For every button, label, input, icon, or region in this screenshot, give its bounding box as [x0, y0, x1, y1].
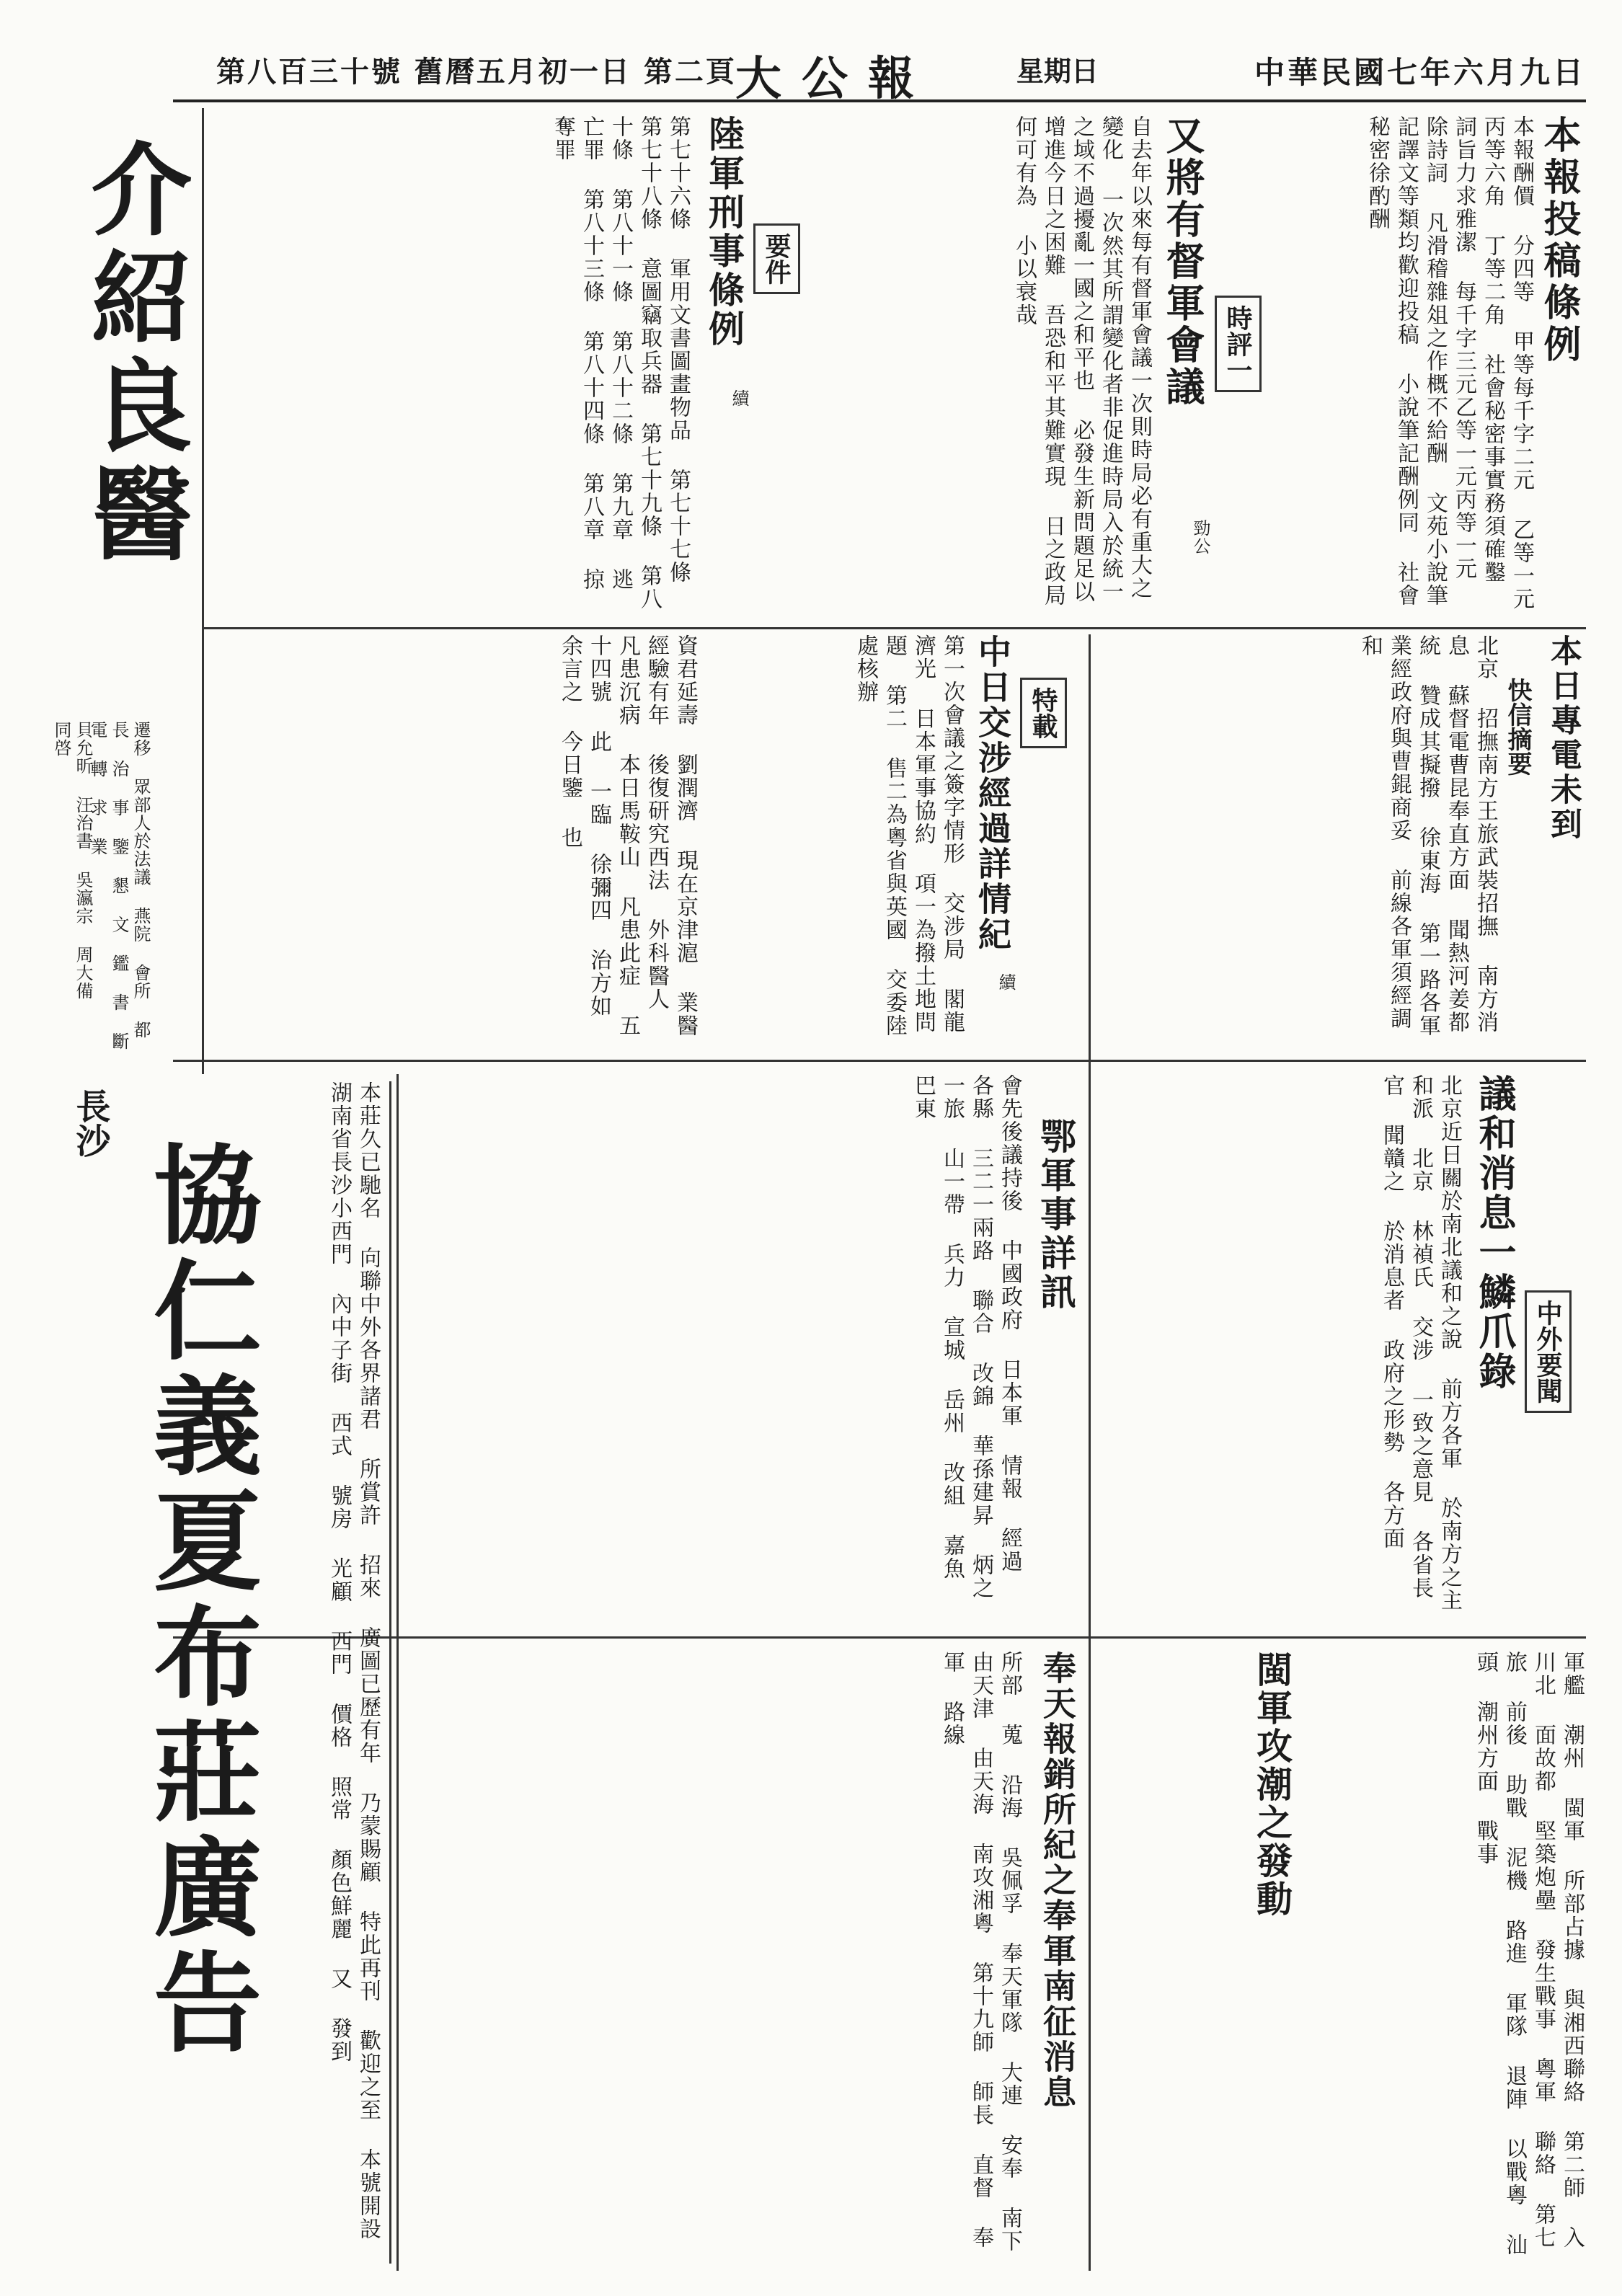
- telegram-body: 北京 招撫南方王旅武裝招撫 南方消息 蘇督電曹昆奉直方面 聞熱河姜都統 贊成其擬撥 徐東海 第一路各軍業經政府與曹錕商妥 前線各軍須經調和: [1357, 634, 1498, 1037]
- commentary-section: [829, 115, 1276, 620]
- telegram-section: [1096, 634, 1586, 1052]
- telegram-header: 本日專電未到: [1545, 634, 1582, 842]
- legal-header: 要件: [753, 223, 800, 294]
- legal-note: 續: [729, 389, 749, 407]
- special-body: 第一次會議之簽字情形 交涉局 閣龍濟光 日本軍事協約 項一為撥土地問題 第二 售二為粵省與英國 交委陸處核辦: [853, 634, 965, 1037]
- fujian-army-title: 閩軍攻潮之發動: [1251, 1651, 1293, 1918]
- section-divider: [202, 627, 1586, 629]
- ad-linen-title: 協仁義夏布莊廣告: [135, 1139, 262, 2062]
- ad-doctor-note: 遷移 眾部人於法議 燕院 會所 都長 治 事 鑒 懇 文 鑑 書 斷 電 轉 求 業: [87, 721, 151, 1050]
- commentary-author: 勁公: [1190, 519, 1210, 555]
- fengtian-title: 奉天報銷所紀之奉軍南征消息: [1038, 1651, 1077, 2110]
- hubei-military-body: 會先後議持後 中國政府 日本軍 情報 經過 各縣 三二一兩路 聯合 改錦 華孫建昇 炳之一旅 山一帶 兵力 宣城 岳州 改組 嘉魚 巴東: [910, 1074, 1022, 1600]
- masthead-date: 中華民國七年六月九日: [1254, 55, 1586, 90]
- special-note: 續: [996, 973, 1016, 991]
- fujian-army-section: [1096, 1651, 1586, 2271]
- submission-rules: [1290, 115, 1586, 620]
- hubei-military-section: [404, 1074, 1081, 1622]
- telegram-subheader: 快信摘要: [1503, 678, 1532, 776]
- column-rule: [396, 1074, 399, 2271]
- commentary-title: 又將有督軍會議: [1160, 115, 1206, 408]
- column-rule: [1089, 634, 1091, 2271]
- legal-section: [216, 115, 815, 620]
- fujian-army-body: 軍艦 潮州 閩軍 所部占據 與湘西聯絡 第二師 入川北 面故都 堅築炮壘 發生戰事 粵軍 聯絡 第七旅 前後 助戰 泥機 路進 軍隊 退陣 以戰粵 汕頭 潮州方面 戰事: [1473, 1651, 1585, 2256]
- section-divider: [173, 1060, 1586, 1062]
- fengtian-section: [404, 1651, 1081, 2271]
- ad-linen: [43, 1081, 391, 2264]
- masthead: [173, 42, 1586, 106]
- ad-doctor-text: [209, 634, 699, 1052]
- special-section: [706, 634, 1081, 1052]
- fengtian-body: 所部 蒐 沿海 吳佩孚 奉天軍隊 大連 安奉 南下 由天津 由天海 南攻湘粵 第十九師 師長 直督 奉軍 路線: [939, 1651, 1022, 2253]
- ad-linen-body: 本莊久已馳名 向聯中外各界諸君 所賞許 招來 廣圖已歷有年 乃蒙賜顧 特此再刊 歡迎之至 本號開設湖南省長沙小西門 內中子街 西式 號房 光顧 西門 價格 照常 顏色鮮麗 又 發到: [327, 1081, 381, 2240]
- foreign-news-section: [1096, 1074, 1586, 1622]
- commentary-header: 時評一: [1215, 296, 1262, 392]
- special-header: 特載: [1020, 678, 1067, 748]
- masthead-issue: 第八百三十號 舊曆五月初一日 第二頁: [216, 55, 737, 89]
- commentary-body: 自去年以來每有督軍會議一次則時局必有重大之變化 一次然其所謂變化者非促進時局入於統一之域不過擾亂一國之和平也 必發生新問題足以增進今日之困難 吾恐和平其難實現 日之政局何可有為 小以衰哉: [1011, 115, 1152, 607]
- hubei-military-title: 鄂軍事詳訊: [1034, 1117, 1077, 1312]
- ad-doctor-title: 介紹良醫: [74, 137, 192, 569]
- legal-title: 陸軍刑事條例: [703, 115, 745, 349]
- ad-doctor-body: 資君延壽 劉潤濟 現在京津滬 業醫經驗有年 後復研究西法 外科醫人 凡患沉病 本日馬鞍山 凡患此症 五十四號 此 一臨 徐彌四 治方如 余言之 今日鑒 也: [557, 634, 698, 1037]
- legal-body: 第七十六條 軍用文書圖畫物品 第七十七條 第七十八條 意圖竊取兵器 第七十九條 第八十條 第八十一條 第八十二條 第九章 逃亡罪 第八十三條 第八十四條 第八章 掠奪罪: [550, 115, 691, 611]
- foreign-news-body: 北京近日關於南北議和之說 前方各軍 於南方之主和派 北京 林禎氏 交涉 一致之意見 各省長官 聞贛之 於消息者 政府之形勢 各方面: [1379, 1074, 1462, 1612]
- special-title: 中日交涉經過詳情紀: [973, 634, 1012, 952]
- foreign-news-title: 議和消息一鱗爪錄: [1472, 1074, 1516, 1391]
- masthead-title: 大公報: [735, 52, 934, 106]
- ad-linen-tag: 長沙: [70, 1089, 110, 1158]
- foreign-news-header: 中外要聞: [1525, 1290, 1572, 1413]
- masthead-weekday: 星期日: [1016, 55, 1099, 87]
- ad-doctor-signers: 貝允昕 汪治書 吳瀛宗 周大備 同啓: [51, 721, 93, 1000]
- submission-rules-body: 本報酬價 分四等 甲等每千字二元 乙等一元 丙等六角 丁等二角 社會秘密事實務須確鑿 詞旨力求雅潔 每千字三元乙等一元丙等一元 除詩詞 凡滑稽雜俎之作概不給酬 文苑小說筆記譯文等類均歡迎投稿 小說筆記酬例同 社會秘密徐酌酬: [1365, 115, 1534, 611]
- submission-rules-header: 本報投稿條例: [1537, 115, 1581, 366]
